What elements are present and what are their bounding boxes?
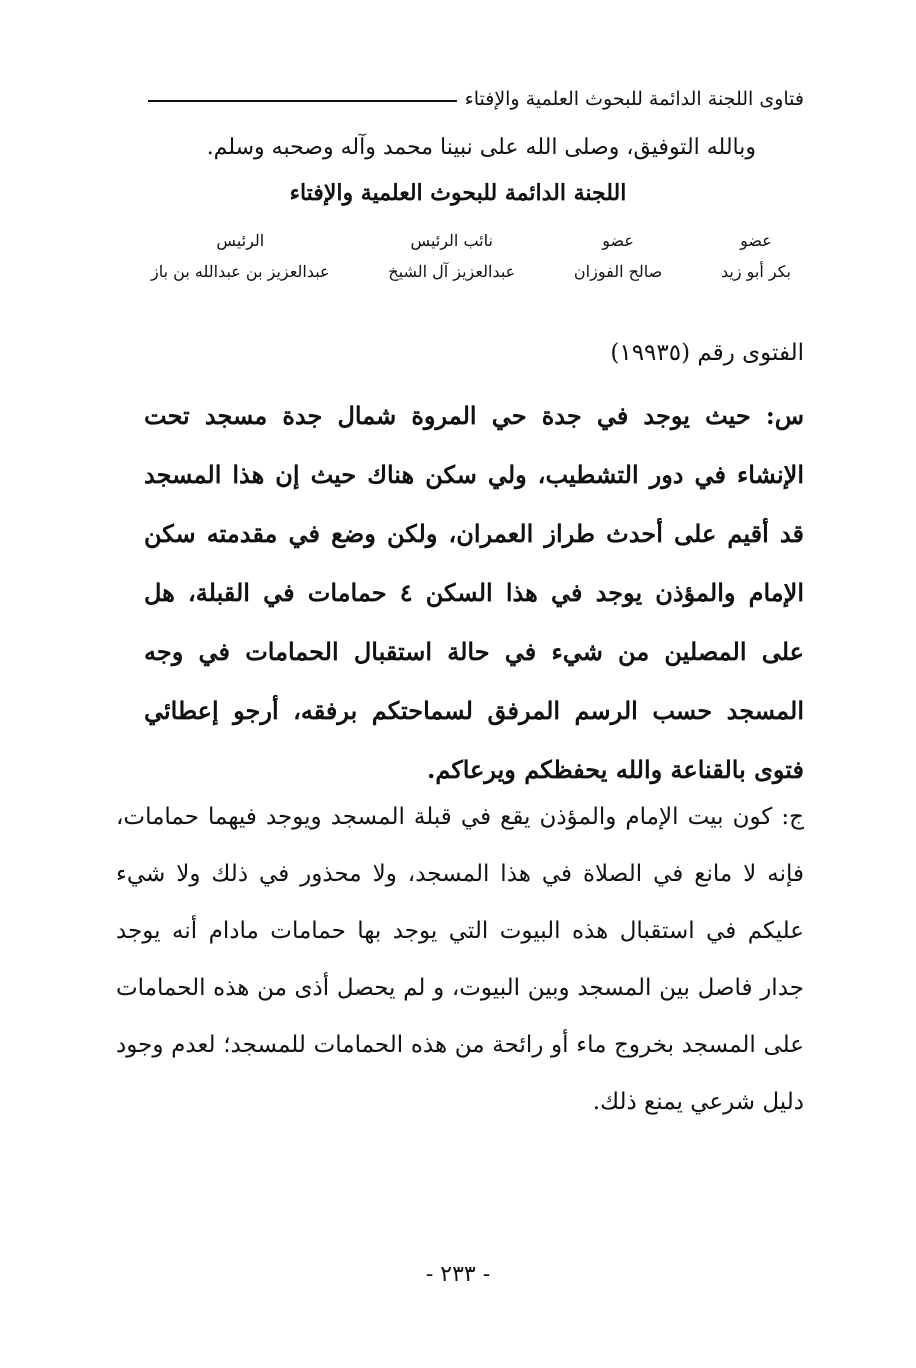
answer-paragraph: ج: كون بيت الإمام والمؤذن يقع في قبلة المسجد ويوجد فيهما حمامات، فإنه لا مانع في الصلاة في هذا المسجد، ولا محذور في ذلك ولا شيء عليكم في استقبال هذه البيوت التي يوجد بها حمامات مادام أنه يوجد جدار فاصل بين المسجد وبين البيوت، و لم يحصل أذى من هذه الحمامات على المسجد بخروج ماء أو رائحة من هذه الحمامات للمسجد؛ لعدم وجود دليل شرعي يمنع ذلك.: [116, 804, 804, 1115]
signatory-name: عبدالعزيز بن عبدالله بن باز: [151, 262, 330, 281]
signatories: [151, 227, 791, 287]
signatory-role: عضو: [602, 231, 634, 250]
signatory-role: عضو: [740, 231, 772, 250]
question-paragraph: س: حيث يوجد في جدة حي المروة شمال جدة مسجد تحت الإنشاء في دور التشطيب، ولي سكن هناك حيث إن هذا المسجد قد أقيم على أحدث طراز العمران، ولكن وضع في مقدمته سكن الإمام والمؤذن يوجد في هذا السكن ٤ حمامات في القبلة، هل على المصلين من شيء في حالة استقبال الحمامات في وجه المسجد حسب الرسم المرفق لسماحتكم برفقه، أرجو إعطائي فتوى بالقناعة والله يحفظكم ويرعاكم.: [144, 401, 805, 784]
signatory: [574, 227, 662, 287]
header-rule: [148, 100, 457, 102]
committee-title: اللجنة الدائمة للبحوث العلمية والإفتاء: [289, 180, 627, 206]
signatory-role: الرئيس: [216, 231, 265, 250]
signatory: [721, 227, 791, 287]
running-header: [148, 88, 804, 110]
signatory: [151, 227, 330, 287]
signatory: [388, 227, 515, 287]
closing-line: وبالله التوفيق، وصلى الله على نبينا محمد وآله وصحبه وسلم.: [206, 135, 756, 160]
signatory-name: عبدالعزيز آل الشيخ: [388, 262, 516, 281]
signatory-name: صالح الفوزان: [573, 262, 663, 281]
running-header-title: فتاوى اللجنة الدائمة للبحوث العلمية والإفتاء: [464, 88, 804, 110]
signatory-role: نائب الرئيس: [410, 231, 493, 250]
page-number: - ٢٣٣ -: [425, 1262, 491, 1287]
signatory-name: بكر أبو زيد: [720, 262, 791, 281]
fatwa-number: الفتوى رقم (١٩٩٣٥): [610, 340, 804, 366]
